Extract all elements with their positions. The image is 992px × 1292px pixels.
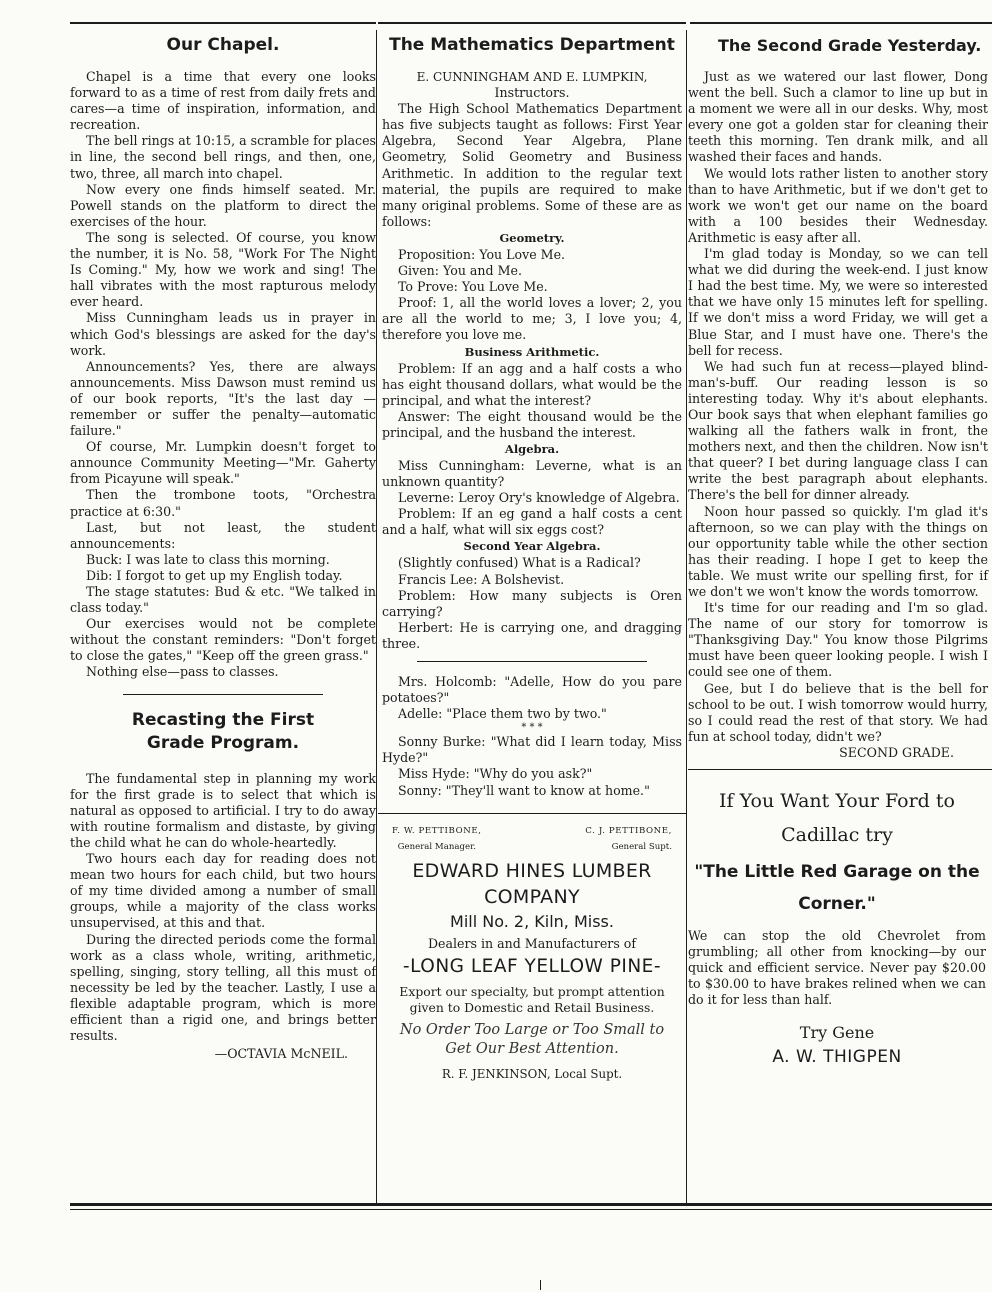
second-grade-body — [688, 69, 988, 745]
product-text: LONG LEAF YELLOW PINE — [410, 955, 654, 977]
mill-location: Mill No. 2, Kiln, Miss. — [450, 911, 614, 931]
paragraph: Problem: If an eg gand a half costs a cent and a half, what will six eggs cost? — [382, 506, 682, 538]
paragraph: Miss Hyde: "Why do you ask?" — [398, 766, 593, 782]
paragraph: The fundamental step in planning my work for the first grade is to select that which is natural as opposed to artificial. I try to do away with routine formalism and distaste, by giving the child what he can do whole-heartedly. — [70, 770, 376, 850]
jokes-group-2 — [382, 734, 682, 798]
ad-managers-row — [382, 826, 682, 852]
paragraph: Announcements? Yes, there are always announcements. Miss Dawson must remind us of our book reports, "It's the last day —remember or suffer the penalty—automatic failure." — [70, 358, 376, 439]
paragraph: Leverne: Leroy Ory's knowledge of Algebra. — [398, 490, 680, 506]
paragraph: Miss Cunningham: Leverne, what is an unknown quantity? — [382, 457, 682, 490]
recasting-body — [70, 771, 376, 1045]
our-chapel-article — [70, 34, 376, 681]
paragraph: We would lots rather listen to another story than to have Arithmetic, but if we don't get to work we won't get our name on the board with a 100 besides their Wednesday. Arithmetic is easy after all. — [688, 165, 988, 245]
paragraph: I'm glad today is Monday, so we can tell what we did during the week-end. I just know I had the best time. My, we were so interested that we have only 15 minutes left for spelling. If we don't miss a word Friday, we will get a Blue Star, and I must have one. There's the bell for recess. — [688, 246, 988, 358]
math-instructors-role: Instructors. — [494, 85, 570, 101]
ford-ad-body: We can stop the old Chevrolet from grumbling; all other from knocking—by our quick and efficient service. Never pay $20.00 to $30.00 to have brakes relined when we can do it for less than half. — [688, 928, 986, 1008]
company-name-line2: COMPANY — [484, 885, 580, 908]
paragraph: The song is selected. Of course, you know the number, it is No. 58, "Work For The Night Is Coming." My, how we work and sing! The hall vibrates with the most rapturous melody ever heard. — [70, 229, 376, 310]
recasting-article — [70, 709, 376, 1063]
paragraph: During the directed periods come the formal work as a class whole, writing, arithmetic, spelling, singing, story telling, all this must of necessity be led by the teacher. Lastly, I use a flexible adaptable program, which is more efficient than a rigid one, and brings better results. — [70, 931, 376, 1044]
ford-ad-headline2: Corner." — [798, 894, 876, 915]
paragraph: Two hours each day for reading does not mean two hours for each child, but two hours of my time divided among a number of small groups, while a majority of the class works unsupervised, at this and that. — [70, 851, 376, 931]
paragraph: It's time for our reading and I'm so glad. The name of our story for tomorrow is "Thanksgiving Day." You know those Pilgrims must have been queer looking people. I wish I could see one of them. — [688, 600, 988, 680]
paragraph: Adelle: "Place them two by two." — [398, 706, 607, 722]
math-instructors: E. CUNNINGHAM AND E. LUMPKIN, — [416, 70, 648, 84]
product-line: -LONG LEAF YELLOW PINE- — [402, 955, 662, 977]
our-chapel-title: Our Chapel. — [166, 35, 280, 55]
our-chapel-body — [70, 69, 376, 681]
algebra-lines — [382, 458, 682, 538]
paragraph: Dib: I forgot to get up my English today. — [86, 567, 343, 583]
jokes-group-1 — [382, 674, 682, 722]
company-name-line1: EDWARD HINES LUMBER — [412, 859, 652, 882]
ford-ad-line2: Cadillac try — [781, 824, 893, 847]
paragraph: Answer: The eight thousand would be the principal, and the husband the interest. — [382, 408, 682, 440]
paragraph: Chapel is a time that every one looks forward to as a time of rest from daily frets and cares—a time of inspiration, information, and recreation. — [70, 69, 376, 133]
paragraph: Francis Lee: A Bolshevist. — [398, 571, 565, 587]
ford-ad — [688, 770, 992, 1068]
local-supt: R. F. JENKINSON, Local Supt. — [441, 1066, 623, 1081]
paragraph: Miss Cunningham leads us in prayer in which God's blessings are asked for the day's work. — [70, 310, 376, 358]
export-line: Export our specialty, but prompt attention given to Domestic and Retail Business. — [399, 983, 665, 1016]
manager-role: General Manager. — [397, 841, 476, 852]
paragraph: Proof: 1, all the world loves a lover; 2, you are all the world to me; 3, I love you; 4, therefore you love me. — [382, 295, 682, 343]
top-rule-left — [70, 22, 376, 24]
business-heading: Business Arithmetic. — [464, 344, 600, 359]
paragraph: Buck: I was late to class this morning. — [86, 551, 330, 567]
top-rule-mid — [378, 22, 686, 24]
second-algebra-lines — [382, 555, 682, 652]
second-algebra-heading: Second Year Algebra. — [463, 539, 601, 554]
jokes-separator — [417, 661, 647, 662]
paragraph: Noon hour passed so quickly. I'm glad it's afternoon, so we can play with the things on our opportunity table while the other section has their reading. I hope I get to keep the table. We must write our spelling first, for if we don't we won't know the words tomorrow. — [688, 503, 988, 599]
paragraph: We had such fun at recess—played blind-man's-buff. Our reading lesson is so interesting today. Why it's about elephants. Our book says that when elephant families go walking all the fathers walk in front, the mothers next, and then the children. Now isn't that queer? I bet during language class I can write the best paragraph about elephants. There's the bell for dinner already. — [688, 358, 988, 503]
math-article — [378, 34, 686, 652]
math-intro: The High School Mathematics Department has five subjects taught as follows: First Year Algebra, Second Year Algebra, Plane Geometry, Solid Geometry and Business Arithmetic. In addition to the regular text material, the pupils are required to make many original problems. Some of these are as follows: — [382, 101, 682, 229]
ford-ad-name: A. W. THIGPEN — [772, 1046, 902, 1067]
math-title: The Mathematics Department — [389, 35, 675, 55]
ford-ad-line1: If You Want Your Ford to — [719, 790, 955, 813]
bottom-rule-thick — [70, 1203, 992, 1206]
dealers-line: Dealers in and Manufacturers of — [427, 935, 637, 951]
algebra-heading: Algebra. — [504, 441, 560, 456]
paragraph: Just as we watered our last flower, Dong went the bell. Such a clamor to line up but in a moment we were all in our desks. Why, most every one got a golden star for cleaning their teeth this morning. Ten drank milk, and all washed their faces and hands. — [688, 69, 988, 165]
second-grade-signature: SECOND GRADE. — [839, 744, 954, 760]
supt-name: C. J. PETTIBONE, — [585, 825, 672, 836]
paragraph: The bell rings at 10:15, a scramble for places in line, the second bell rings, and then, one, two, three, all march into chapel. — [70, 133, 376, 181]
ford-ad-headline1: "The Little Red Garage on the — [694, 862, 980, 883]
paragraph: Given: You and Me. — [398, 263, 522, 279]
column-divider-1 — [376, 30, 377, 1204]
supt-role: General Supt. — [611, 841, 672, 852]
top-rule-right — [690, 22, 992, 24]
jokes-star-separator: * * * — [521, 722, 543, 734]
paragraph: Our exercises would not be complete without the constant reminders: "Don't forget to close the gates," "Keep off the green grass." — [70, 616, 376, 664]
paragraph: Mrs. Holcomb: "Adelle, How do you pare potatoes?" — [382, 674, 682, 706]
ford-ad-try: Try Gene — [799, 1022, 875, 1042]
press-mark — [540, 1280, 541, 1290]
paragraph: To Prove: You Love Me. — [398, 279, 548, 295]
paragraph: Problem: How many subjects is Oren carrying? — [382, 587, 682, 619]
second-grade-article — [688, 34, 992, 761]
paragraph: Gee, but I do believe that is the bell for school to be out. I wish tomorrow would hurry, so I could read the rest of that story. We had fun at school today, didn't we? — [688, 680, 988, 744]
lumber-ad — [378, 814, 686, 1085]
paragraph: Last, but not least, the student announcements: — [70, 519, 376, 551]
paragraph: (Slightly confused) What is a Radical? — [398, 555, 641, 571]
bottom-rule-thin — [70, 1209, 992, 1210]
paragraph: The stage statutes: Bud & etc. "We talked in class today." — [70, 584, 376, 616]
geometry-lines — [382, 247, 682, 344]
paragraph: Problem: If an agg and a half costs a who has eight thousand dollars, what would be the principal, and what the interest? — [382, 360, 682, 408]
second-grade-title: The Second Grade Yesterday. — [718, 36, 982, 55]
article-separator — [123, 694, 323, 695]
paragraph: Now every one finds himself seated. Mr. Powell stands on the platform to direct the exercises of the hour. — [70, 181, 376, 229]
geometry-heading: Geometry. — [499, 230, 565, 245]
ad-manager-left — [392, 826, 482, 852]
paragraph: Sonny: "They'll want to know at home." — [398, 782, 650, 798]
paragraph: Then the trombone toots, "Orchestra practice at 6:30." — [70, 487, 376, 519]
manager-name: F. W. PETTIBONE, — [392, 825, 482, 836]
business-lines — [382, 361, 682, 441]
slogan: No Order Too Large or Too Small to Get Our Best Attention. — [399, 1021, 665, 1057]
paragraph: Herbert: He is carrying one, and dragging three. — [382, 619, 682, 651]
ad-manager-right — [585, 826, 672, 852]
recasting-signature: —OCTAVIA McNEIL. — [214, 1046, 348, 1062]
paragraph: Proposition: You Love Me. — [398, 246, 566, 262]
paragraph: Sonny Burke: "What did I learn today, Miss Hyde?" — [382, 734, 682, 766]
column-middle — [378, 30, 686, 1200]
recasting-title: Recasting the First Grade Program. — [131, 709, 315, 753]
column-left — [70, 30, 376, 1200]
paragraph: Of course, Mr. Lumpkin doesn't forget to announce Community Meeting—"Mr. Gaherty from Picayune will speak." — [70, 439, 376, 487]
jokes-section — [378, 674, 686, 799]
column-divider-2 — [686, 30, 687, 1204]
column-right — [688, 30, 992, 1200]
paragraph: Nothing else—pass to classes. — [86, 664, 279, 680]
